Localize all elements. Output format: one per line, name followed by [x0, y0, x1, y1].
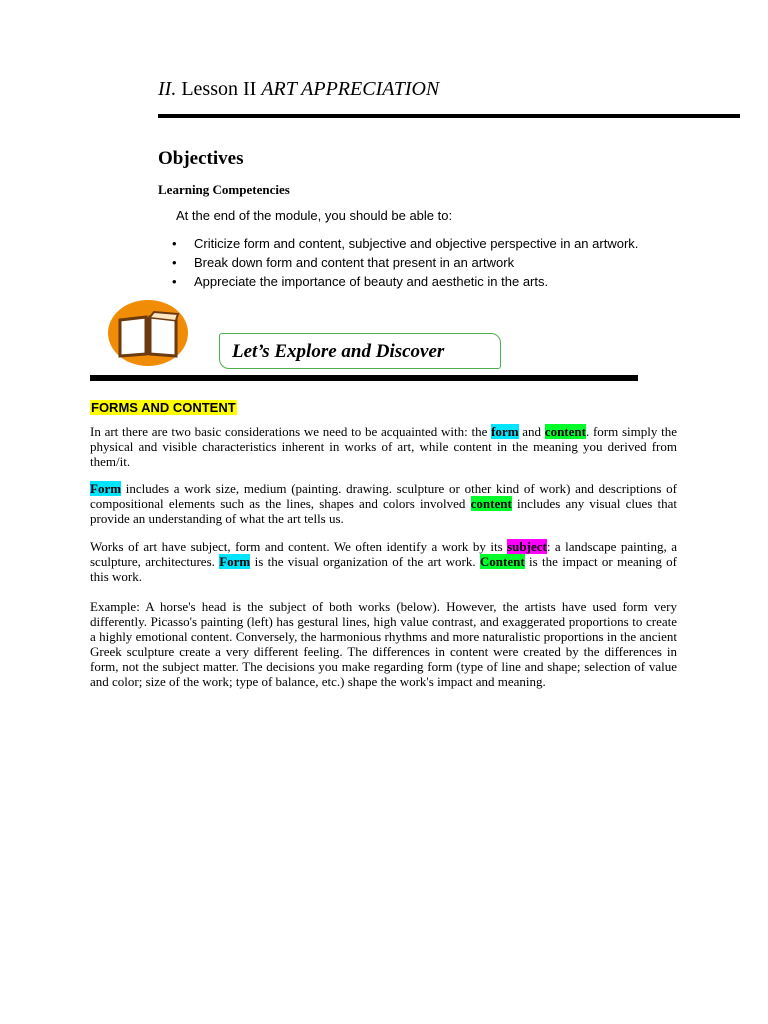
text-run: Works of art have subject, form and content. We often identify a work by its: [90, 539, 508, 554]
objectives-intro: At the end of the module, you should be able to:: [176, 208, 453, 223]
objectives-heading: Objectives: [158, 148, 244, 169]
text-run: is the impact or meaning of this work.: [90, 554, 677, 584]
paragraph-3: [90, 539, 677, 584]
section-title: FORMS AND CONTENT: [91, 400, 236, 415]
text-run: and: [518, 424, 545, 439]
lesson-title: ART APPRECIATION: [261, 78, 440, 100]
top-divider: [158, 114, 740, 118]
highlight-form: Form: [90, 481, 122, 496]
explore-title: Let’s Explore and Discover: [232, 341, 445, 362]
lesson-numeral: II.: [158, 78, 177, 100]
text-run: . form simply the physical and visible characteristics inherent in works of art, while content in the meaning you derived from them/it.: [90, 424, 677, 469]
highlight-subject: subject: [507, 539, 547, 554]
book-badge: [108, 300, 188, 366]
list-item: • Appreciate the importance of beauty and aesthetic in the arts.: [168, 272, 638, 291]
text-run: includes a work size, medium (painting. drawing. sculpture or other kind of work) and descriptions of compositional elements such as the lines, shapes and colors involved: [90, 481, 677, 511]
highlight-form: Form: [219, 554, 251, 569]
lesson-heading: [158, 78, 439, 101]
competencies-subheading: Learning Competencies: [158, 182, 290, 197]
open-book-icon: [108, 300, 188, 366]
lesson-label: Lesson II: [176, 78, 262, 100]
text-run: includes any visual clues that provide an understanding of what the art tells us.: [90, 496, 677, 526]
highlight-content: content: [470, 496, 512, 511]
section-divider: [90, 375, 638, 381]
paragraph-4: Example: A horse's head is the subject of both works (below). However, the artists have used form very differently. Picasso's painting (left) has gestural lines, high value contrast, and exaggerated proportions to create a highly emotional content. Conversely, the harmonious rhythms and more naturalistic proportions in the ancient Greek sculpture create a very different feeling. The differences in content were created by the differences in form, not the subject matter. The decisions you make regarding form (type of line and shape; selection of value and color; size of the work; type of balance, etc.) shape the work's impact and meaning.: [90, 599, 677, 689]
text-run: In art there are two basic considerations we need to be acquainted with: the: [90, 424, 492, 439]
highlight-form: form: [491, 424, 519, 439]
paragraph-1: [90, 424, 677, 469]
highlight-content: Content: [479, 554, 525, 569]
list-item: • Break down form and content that present in an artwork: [168, 253, 638, 272]
paragraph-2: [90, 481, 677, 526]
highlight-content: content: [544, 424, 586, 439]
objectives-list: [168, 234, 638, 291]
text-run: : a landscape painting, a sculpture, architectures.: [90, 539, 677, 569]
text-run: is the visual organization of the art work.: [250, 554, 480, 569]
list-item: • Criticize form and content, subjective and objective perspective in an artwork.: [168, 234, 638, 253]
